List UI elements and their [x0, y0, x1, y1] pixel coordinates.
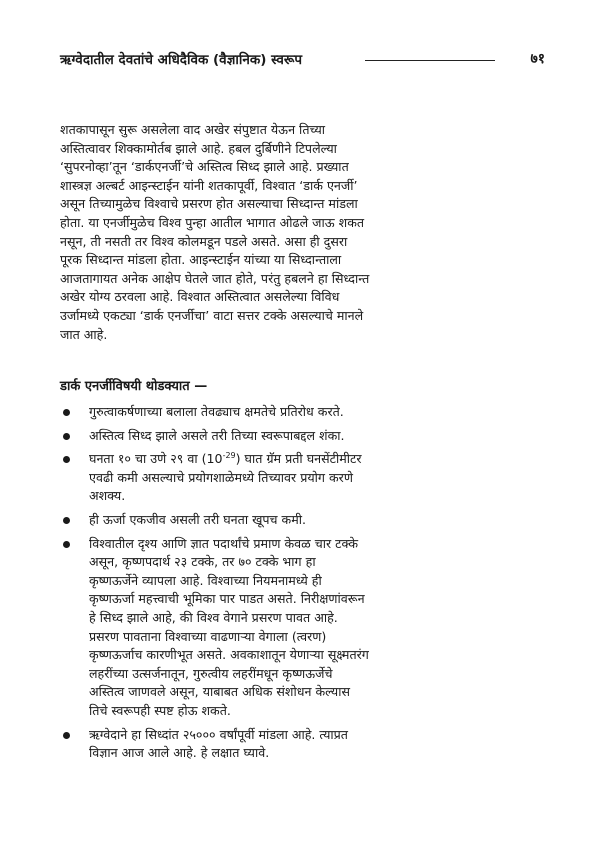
running-header	[60, 50, 545, 72]
bullet-item	[60, 403, 542, 422]
bullet-line: अशक्य.	[89, 488, 126, 504]
header-rule	[365, 60, 495, 61]
bullet-line: कृष्णऊर्जाच कारणीभूत असते. अवकाशातून येणाऱ्या सूक्ष्मतरंग	[89, 647, 369, 663]
bullet-line: कृष्णऊर्जा महत्त्वाची भूमिका पार पाडत असते. निरीक्षणांवरून	[89, 591, 365, 607]
bullet-item	[60, 726, 542, 763]
bullet-dot	[63, 517, 70, 524]
bullet-line: लहरींच्या उत्सर्जनातून, गुरुत्वीय लहरींमधून कृष्णऊर्जेचे	[89, 665, 333, 681]
bullet-dot	[63, 456, 70, 463]
bullet-list	[60, 403, 542, 768]
paragraph-line: नसून, ती नसती तर विश्व कोलमडून पडले असते. असा ही दुसरा	[60, 233, 348, 249]
bullet-dot	[63, 433, 70, 440]
paragraph-line: असून तिच्यामुळेच विश्वाचे प्रसरण होत असल्याचा सिध्दान्त मांडला	[60, 196, 358, 212]
paragraph-line: उर्जामध्ये एकट्या ‘डार्क एनर्जीचा’ वाटा सत्तर टक्के असल्याचे मानले	[60, 307, 364, 323]
page-number: ७१	[530, 51, 545, 67]
section-heading: डार्क एनर्जीविषयी थोडक्यात —	[60, 379, 208, 394]
paragraph-line: ‘सुपरनोव्हा’तून ‘डार्कएनर्जी’चे अस्तित्व सिध्द झाले आहे. प्रख्यात	[60, 159, 349, 175]
paragraph-line: शास्त्रज्ञ अल्बर्ट आइन्स्टाईन यांनी शतकापूर्वी, विश्वात ‘डार्क एनर्जी’	[60, 177, 358, 193]
paragraph-line: आजतागायत अनेक आक्षेप घेतले जात होते, परंतु हबलने हा सिध्दान्त	[60, 270, 370, 286]
paragraph-line: होता. या एनर्जीमुळेच विश्व पुन्हा आतील भागात ओढले जाऊ शकत	[60, 214, 365, 230]
bullet-line: एवढी कमी असल्याचे प्रयोगशाळेमध्ये तिच्यावर प्रयोग करणे	[89, 469, 353, 485]
bullet-line: हे सिध्द झाले आहे, की विश्व वेगाने प्रसरण पावत आहे.	[89, 609, 338, 625]
bullet-line: तिचे स्वरूपही स्पष्ट होऊ शकते.	[89, 702, 231, 718]
bullet-line: प्रसरण पावताना विश्वाच्या वाढणाऱ्या वेगाला (त्वरण)	[89, 628, 327, 644]
bullet-dot	[63, 732, 70, 739]
bullet-dot	[63, 409, 70, 416]
bullet-item	[60, 511, 542, 530]
bullet-line: गुरुत्वाकर्षणाच्या बलाला तेवढ्याच क्षमतेचे प्रतिरोध करते.	[89, 404, 344, 419]
bullet-item	[60, 427, 542, 446]
bullet-line	[89, 450, 542, 469]
bullet-item	[60, 535, 542, 721]
paragraph-line: अस्तित्वावर शिक्कामोर्तब झाले आहे. हबल दुर्बिणीने टिपलेल्या	[60, 140, 337, 156]
paragraph-line: पूरक सिध्दान्त मांडला होता. आइन्स्टाईन यांच्या या सिध्दान्ताला	[60, 252, 342, 268]
bullet-line: ऋग्वेदाने हा सिध्दांत २५००० वर्षांपूर्वी मांडला आहे. त्याप्रत	[89, 726, 348, 742]
paragraph-line: शतकापासून सुरू असलेला वाद अखेर संपुष्टात येऊन तिच्या	[60, 122, 326, 137]
bullet-line: ही ऊर्जा एकजीव असली तरी घनता खूपच कमी.	[89, 511, 307, 527]
paragraph-line: जात आहे.	[60, 326, 108, 342]
density-text: ) घात ग्रॅम प्रती घनसेंटीमीटर	[235, 451, 362, 467]
paragraph-line: अखेर योग्य ठरवला आहे. विश्वात अस्तित्वात असलेल्या विविध	[60, 289, 340, 305]
bullet-line: विश्वातील दृश्य आणि ज्ञात पदार्थांचे प्रमाण केवळ चार टक्के	[89, 535, 358, 551]
header-title: ऋग्वेदातील देवतांचे अधिदैविक (वैज्ञानिक) स्वरूप	[60, 52, 302, 68]
density-text: घनता १० चा उणे २९ वा (10	[89, 451, 223, 467]
body-paragraph	[60, 121, 542, 344]
bullet-line: कृष्णऊर्जेने व्यापला आहे. विश्वाच्या नियमनामध्ये ही	[89, 572, 322, 588]
bullet-dot	[63, 541, 70, 548]
bullet-line: अस्तित्व जाणवले असून, याबाबत अधिक संशोधन केल्यास	[89, 684, 350, 700]
bullet-line: विज्ञान आज आले आहे. हे लक्षात घ्यावे.	[89, 745, 270, 761]
bullet-line: अस्तित्व सिध्द झाले असले तरी तिच्या स्वरूपाबद्दल शंका.	[89, 427, 345, 443]
exponent: -29	[222, 451, 236, 461]
bullet-item	[60, 450, 542, 506]
bullet-line: असून, कृष्णपदार्थ २३ टक्के, तर ७० टक्के भाग हा	[89, 554, 316, 570]
